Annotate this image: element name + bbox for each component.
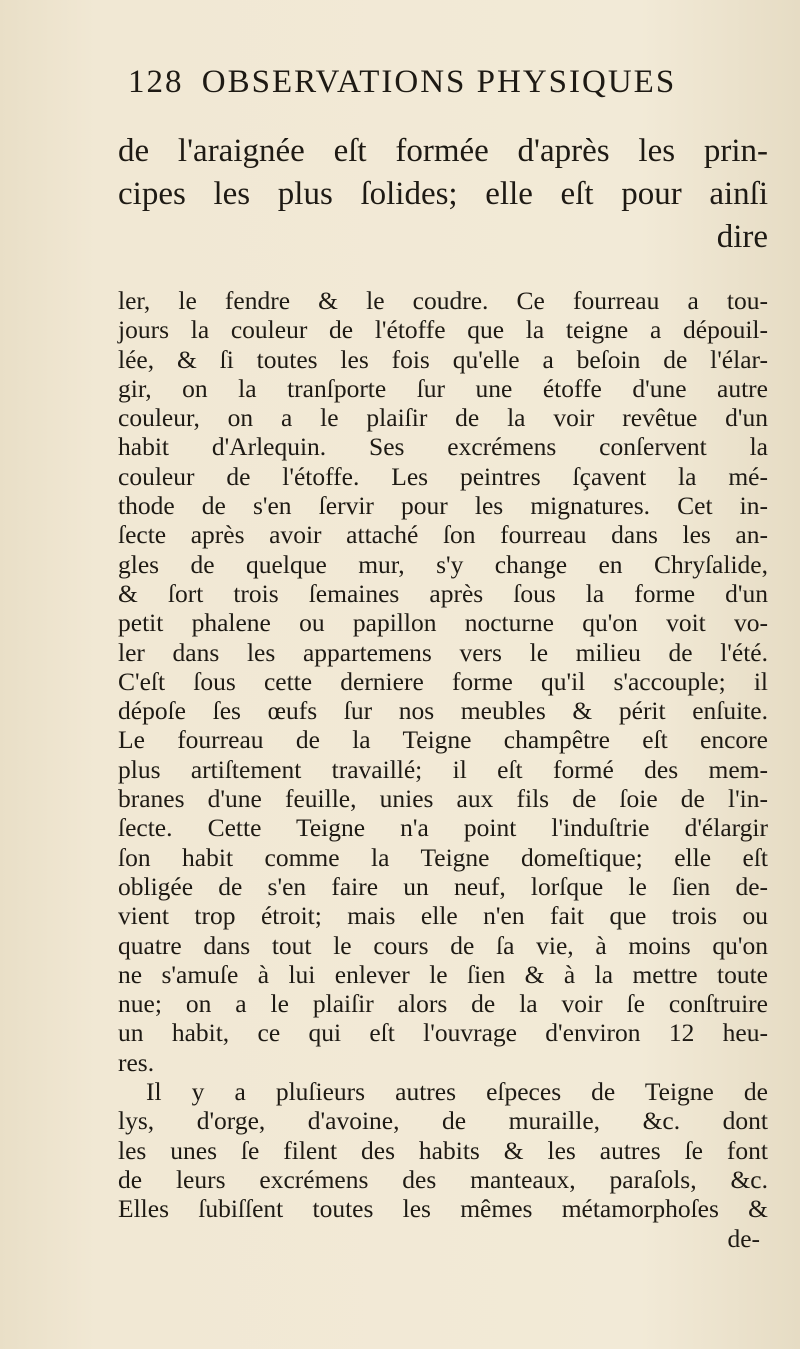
text-line: dépoſe ſes œufs ſur nos meubles & périt enſuite. — [118, 696, 768, 726]
text-line: quatre dans tout le cours de ſa vie, à moins qu'on — [118, 930, 768, 960]
text-line: obligée de s'en faire un neuf, lorſque le ſien de- — [118, 871, 768, 901]
text-line: lée, & ſi toutes les fois qu'elle a beſoin de l'élar- — [118, 344, 768, 374]
catchword: de- — [727, 1223, 760, 1253]
text-line: ler, le fendre & le coudre. Ce fourreau a tou- — [118, 286, 768, 315]
text-line: plus artiſtement travaillé; il eſt formé des mem- — [118, 754, 768, 784]
text-line: & ſort trois ſemaines après ſous la forme d'un — [118, 578, 768, 608]
text-line: les unes ſe filent des habits & les autres ſe font — [118, 1135, 768, 1165]
text-line: de l'araignée eſt formée d'après les prin- — [118, 133, 768, 169]
text-line: un habit, ce qui eſt l'ouvrage d'environ 12 heu- — [118, 1018, 768, 1048]
text-line: couleur, on a le plaiſir de la voir revêtue d'un — [118, 403, 768, 433]
text-line: Il y a pluſieurs autres eſpeces de Teigne de — [146, 1077, 768, 1107]
text-line: vient trop étroit; mais elle n'en fait que trois ou — [118, 901, 768, 931]
text-line: ſon habit comme la Teigne domeſtique; elle eſt — [118, 842, 768, 872]
main-text — [118, 286, 768, 1253]
text-line: branes d'une feuille, unies aux fils de ſoie de l'in- — [118, 784, 768, 814]
text-line: gir, on la tranſporte ſur une étoffe d'une autre — [118, 373, 768, 403]
text-line: ſecte après avoir attaché ſon fourreau dans les an- — [118, 520, 768, 550]
text-line: petit phalene ou papillon nocturne qu'on voit vo- — [118, 608, 768, 638]
text-line: nue; on a le plaiſir alors de la voir ſe conſtruire — [118, 989, 768, 1019]
text-line: Elles ſubiſſent toutes les mêmes métamorphoſes & — [118, 1194, 768, 1224]
text-line: ſecte. Cette Teigne n'a point l'induſtrie d'élargir — [118, 813, 768, 843]
text-line: res. — [118, 1047, 155, 1077]
text-line: gles de quelque mur, s'y change en Chryſalide, — [118, 549, 768, 579]
text-line: couleur de l'étoffe. Les peintres ſçavent la mé- — [118, 461, 768, 491]
running-header — [128, 64, 768, 101]
text-line: Le fourreau de la Teigne champêtre eſt encore — [118, 725, 768, 755]
text-line: lys, d'orge, d'avoine, de muraille, &c. dont — [118, 1106, 768, 1136]
page-number: 128 — [128, 64, 184, 100]
running-title: OBSERVATIONS PHYSIQUES — [201, 64, 677, 100]
text-line: C'eſt ſous cette derniere forme qu'il s'accouple; il — [118, 666, 768, 696]
text-line: ne s'amuſe à lui enlever le ſien & à la mettre toute — [118, 959, 768, 989]
text-line: thode de s'en ſervir pour les mignatures. Cet in- — [118, 491, 768, 521]
text-line: jours la couleur de l'étoffe que la teigne a dépouil- — [118, 315, 768, 345]
text-line: cipes les plus ſolides; elle eſt pour ainſi — [118, 176, 768, 212]
text-line: ler dans les appartemens vers le milieu de l'été. — [118, 637, 768, 667]
top-paragraph — [118, 130, 768, 259]
catchword: dire — [716, 219, 768, 255]
text-line: habit d'Arlequin. Ses excrémens conſervent la — [118, 432, 768, 462]
text-line: de leurs excrémens des manteaux, paraſols, &c. — [118, 1164, 768, 1194]
